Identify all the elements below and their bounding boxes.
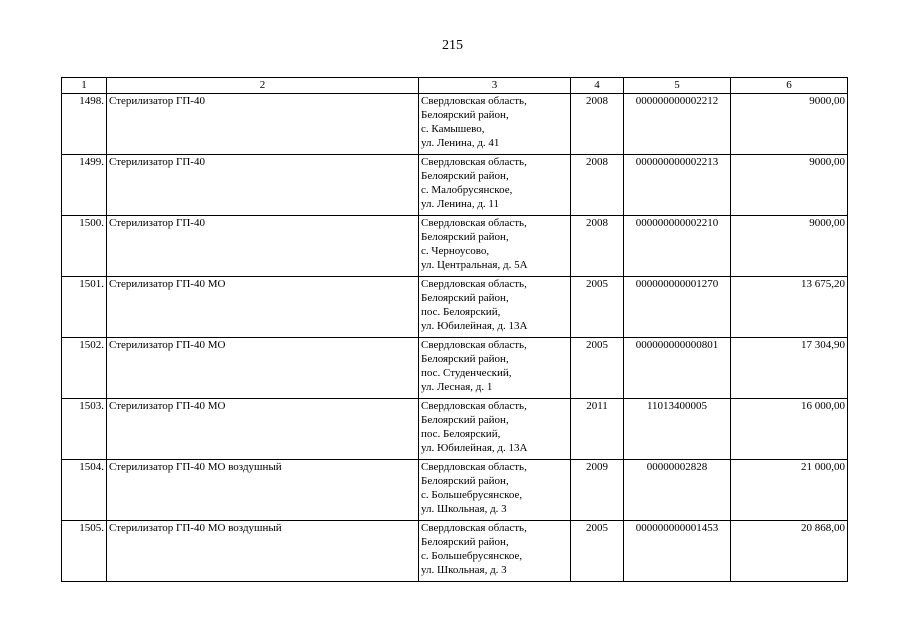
item-name: Стерилизатор ГП-40: [107, 155, 419, 216]
table-row: [62, 338, 848, 399]
row-number: 1501.: [62, 277, 107, 338]
address-locality: пос. Белоярский,: [421, 306, 501, 318]
inventory-number: 000000000001270: [624, 277, 731, 338]
year: 2005: [571, 521, 624, 582]
table-row: [62, 460, 848, 521]
column-header-5: 5: [624, 78, 731, 94]
row-number: 1498.: [62, 94, 107, 155]
address-locality: пос. Студенческий,: [421, 367, 512, 379]
address-region: Свердловская область,: [421, 522, 527, 534]
address-region: Свердловская область,: [421, 156, 527, 168]
item-name: Стерилизатор ГП-40 МО воздушный: [107, 521, 419, 582]
row-number: 1500.: [62, 216, 107, 277]
item-name: Стерилизатор ГП-40 МО: [107, 277, 419, 338]
year: 2011: [571, 399, 624, 460]
column-number-row: [62, 78, 848, 94]
address-street: ул. Ленина, д. 41: [421, 137, 500, 149]
address-street: ул. Юбилейная, д. 13А: [421, 320, 528, 332]
address-district: Белоярский район,: [421, 170, 509, 182]
address-district: Белоярский район,: [421, 109, 509, 121]
address-cell: [419, 216, 571, 277]
address-street: ул. Лесная, д. 1: [421, 381, 493, 393]
address-district: Белоярский район,: [421, 353, 509, 365]
address-district: Белоярский район,: [421, 292, 509, 304]
address-locality: пос. Белоярский,: [421, 428, 501, 440]
page-number: 215: [442, 38, 463, 53]
address-district: Белоярский район,: [421, 475, 509, 487]
table-row: [62, 216, 848, 277]
cost: 9000,00: [731, 155, 848, 216]
address-street: ул. Юбилейная, д. 13А: [421, 442, 528, 454]
address-region: Свердловская область,: [421, 400, 527, 412]
address-region: Свердловская область,: [421, 461, 527, 473]
table-row: [62, 399, 848, 460]
table-row: [62, 94, 848, 155]
item-name: Стерилизатор ГП-40 МО: [107, 399, 419, 460]
table-row: [62, 155, 848, 216]
column-header-2: 2: [107, 78, 419, 94]
inventory-number: 00000002828: [624, 460, 731, 521]
inventory-number: 000000000002210: [624, 216, 731, 277]
cost: 13 675,20: [731, 277, 848, 338]
cost: 20 868,00: [731, 521, 848, 582]
cost: 9000,00: [731, 216, 848, 277]
address-street: ул. Ленина, д. 11: [421, 198, 500, 210]
address-district: Белоярский район,: [421, 414, 509, 426]
row-number: 1502.: [62, 338, 107, 399]
address-region: Свердловская область,: [421, 339, 527, 351]
address-region: Свердловская область,: [421, 217, 527, 229]
cost: 16 000,00: [731, 399, 848, 460]
column-header-6: 6: [731, 78, 848, 94]
inventory-number: 000000000002212: [624, 94, 731, 155]
table-row: [62, 521, 848, 582]
inventory-number: 000000000000801: [624, 338, 731, 399]
year: 2005: [571, 277, 624, 338]
column-header-4: 4: [571, 78, 624, 94]
item-name: Стерилизатор ГП-40: [107, 94, 419, 155]
address-locality: с. Малобрусянское,: [421, 184, 513, 196]
row-number: 1505.: [62, 521, 107, 582]
cost: 21 000,00: [731, 460, 848, 521]
address-street: ул. Школьная, д. 3: [421, 564, 507, 576]
address-cell: [419, 460, 571, 521]
inventory-number: 000000000001453: [624, 521, 731, 582]
year: 2008: [571, 216, 624, 277]
address-cell: [419, 399, 571, 460]
inventory-number: 11013400005: [624, 399, 731, 460]
inventory-number: 000000000002213: [624, 155, 731, 216]
address-cell: [419, 521, 571, 582]
year: 2009: [571, 460, 624, 521]
address-cell: [419, 338, 571, 399]
item-name: Стерилизатор ГП-40 МО воздушный: [107, 460, 419, 521]
address-district: Белоярский район,: [421, 536, 509, 548]
cost: 9000,00: [731, 94, 848, 155]
column-header-3: 3: [419, 78, 571, 94]
registry-table: [61, 77, 848, 582]
column-header-1: 1: [62, 78, 107, 94]
address-region: Свердловская область,: [421, 95, 527, 107]
address-cell: [419, 94, 571, 155]
address-street: ул. Школьная, д. 3: [421, 503, 507, 515]
row-number: 1499.: [62, 155, 107, 216]
address-cell: [419, 277, 571, 338]
address-locality: с. Большебрусянское,: [421, 550, 523, 562]
year: 2005: [571, 338, 624, 399]
year: 2008: [571, 155, 624, 216]
row-number: 1504.: [62, 460, 107, 521]
address-locality: с. Камышево,: [421, 123, 485, 135]
year: 2008: [571, 94, 624, 155]
item-name: Стерилизатор ГП-40: [107, 216, 419, 277]
address-locality: с. Черноусово,: [421, 245, 490, 257]
address-street: ул. Центральная, д. 5А: [421, 259, 528, 271]
address-district: Белоярский район,: [421, 231, 509, 243]
address-locality: с. Большебрусянское,: [421, 489, 523, 501]
address-cell: [419, 155, 571, 216]
address-region: Свердловская область,: [421, 278, 527, 290]
cost: 17 304,90: [731, 338, 848, 399]
item-name: Стерилизатор ГП-40 МО: [107, 338, 419, 399]
row-number: 1503.: [62, 399, 107, 460]
table-row: [62, 277, 848, 338]
